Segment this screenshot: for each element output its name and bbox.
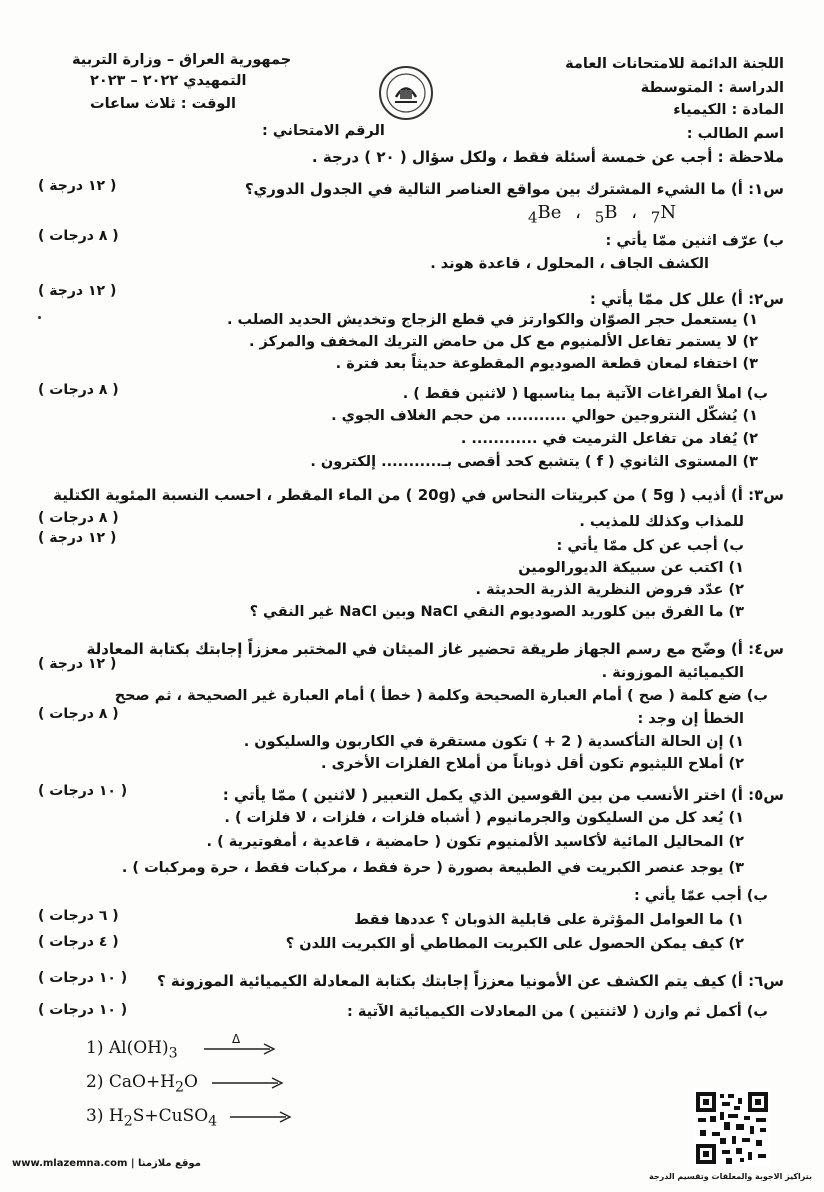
exam-time: الوقت : ثلاث ساعات	[90, 96, 236, 112]
q2-a-mark: ( ١٢ درجة )	[38, 283, 117, 299]
q1-b-items: الكشف الجاف ، المحلول ، قاعدة هوند .	[430, 256, 709, 272]
q4-b-1: ب) ضع كلمة ( صح ) أمام العبارة الصحيحة وكلمة ( خطأ ) أمام العبارة غير الصحيحة ، ثم صحح	[114, 688, 768, 704]
q4-a-mark: ( ١٢ درجة )	[38, 656, 117, 672]
q3-b-1: ١) اكتب عن سبيكة الديورالومين	[518, 560, 744, 576]
q5-a: س٥: أ) اختر الأنسب من بين القوسين الذي يكمل التعبير ( لاثنين ) ممّا يأتي :	[222, 786, 784, 804]
arrow-right-icon	[212, 1077, 284, 1089]
q3-a-mark: ( ٨ درجات )	[38, 510, 119, 526]
q4-b-i1: ١) إن الحالة التأكسدية ( 2 + ) تكون مستقرة في الكاربون والسليكون .	[243, 734, 744, 750]
q2-a-1: ١) يستعمل حجر الصوّان والكوارتز في قطع الزجاج وتخديش الحديد الصلب .	[226, 312, 758, 328]
equation-2: 2) $CaO+H_2O$	[86, 1072, 198, 1096]
study-level: الدراسة : المتوسطة	[640, 80, 784, 96]
q3-a-2: للمذاب وكذلك للمذيب .	[579, 514, 744, 530]
q5-b-1-mark: ( ٦ درجات )	[38, 908, 119, 924]
footer-note: بتراكيز الاجوبة والمعلقات وتقسيم الدرجة	[648, 1172, 812, 1181]
q4-a-1: س٤: أ) وضّح مع رسم الجهاز طريقة تحضير غاز الميثان في المختبر معززاً إجابتك بكتابة المعادلة	[86, 640, 784, 658]
q2-a: س٢: أ) علل كل ممّا يأتي :	[589, 290, 784, 308]
q3-b-2: ٢) عدّد فروض النظرية الذرية الحديثة .	[475, 582, 744, 598]
exam-note: ملاحظة : أجب عن خمسة أسئلة فقط ، ولكل سؤال ( ٢٠ ) درجة .	[311, 148, 784, 166]
element-n: $_7$N	[650, 202, 677, 227]
footer-site: www.mlazemna.com | موقع ملازمنا	[12, 1158, 201, 1169]
q4-b-mark: ( ٨ درجات )	[38, 706, 119, 722]
q2-b-1: ١) يُشكّل النتروجين حوالي ........... من حجم الغلاف الجوي .	[331, 408, 758, 424]
equation-3: 3) $H_2S+CuSO_4$	[86, 1106, 218, 1130]
committee-name: اللجنة الدائمة للامتحانات العامة	[565, 56, 784, 72]
qr-code-icon	[694, 1090, 770, 1166]
q2-a-2: ٢) لا يستمر تفاعل الألمنيوم مع كل من حامض التريك المخفف والمركز .	[248, 334, 758, 350]
q5-a-1: ١) يُعد كل من السليكون والجرمانيوم ( أشباه فلزات ، فلزات ، لا فلزات ) .	[224, 810, 744, 826]
q1-a-mark: ( ١٢ درجة )	[38, 178, 117, 194]
arrow-right-icon	[230, 1111, 292, 1123]
q5-b-2: ٢) كيف يمكن الحصول على الكبريت المطاطي أو الكبريت اللدن ؟	[285, 936, 744, 952]
element-b: $_5$B	[594, 202, 618, 227]
ministry-seal-icon	[377, 64, 435, 122]
q5-a-mark: ( ١٠ درجات )	[38, 783, 128, 799]
arrow-right-icon	[204, 1043, 276, 1055]
q6-b-mark: ( ١٠ درجات )	[38, 1002, 128, 1018]
q1-elements: $_4$Be ، $_5$B ، $_7$N	[528, 202, 677, 227]
q4-a-2: الكيميائية الموزونة .	[601, 665, 744, 681]
q1-b-mark: ( ٨ درجات )	[38, 228, 119, 244]
element-be: $_4$Be	[528, 202, 562, 227]
q2-b-2: ٢) يُفاد من تفاعل الثرميت في ............ .	[460, 431, 758, 447]
q5-a-2: ٢) المحاليل المائية لأكاسيد الألمنيوم تكون ( حامضية ، قاعدية ، أمفوتيرية ) .	[206, 834, 744, 850]
student-name-label: اسم الطالب :	[686, 126, 784, 142]
ministry-name: جمهورية العراق – وزارة التربية	[72, 52, 292, 68]
q4-b-i2: ٢) أملاح الليثيوم تكون أقل ذوباناً من أملاح الفلزات الأخرى .	[321, 756, 744, 772]
q6-a: س٦: أ) كيف يتم الكشف عن الأمونيا معززاً إجابتك بكتابة المعادلة الكيميائية الموزونة ؟	[156, 972, 784, 990]
q5-a-3: ٣) يوجد عنصر الكبريت في الطبيعة بصورة ( حرة فقط ، مركبات فقط ، حرة ومركبات ) .	[121, 860, 744, 876]
q4-b-2: الخطأ إن وجد :	[637, 711, 744, 727]
q2-b: ب) املأ الفراغات الآتية بما يناسبها ( لاثنين فقط ) .	[402, 386, 768, 402]
q3-b-3: ٣) ما الفرق بين كلوريد الصوديوم النقي NaCl وبين NaCl غير النقي ؟	[249, 604, 744, 620]
exam-session: التمهيدي ٢٠٢٢ – ٢٠٢٣	[90, 73, 247, 89]
q5-b: ب) أجب عمّا يأتي :	[633, 888, 768, 904]
q1-b: ب) عرّف اثنين ممّا يأتي :	[605, 233, 784, 249]
q1-a: س١: أ) ما الشيء المشترك بين مواقع العناصر التالية في الجدول الدوري؟	[244, 180, 784, 198]
q3-a-1: س٣: أ) أذيب ( 5g ) من كبريتات النحاس في (20g ) من الماء المقطر ، احسب النسبة المئوية الكتلية	[53, 486, 784, 504]
heat-symbol: Δ	[232, 1032, 241, 1046]
exam-number-label: الرقم الامتحاني :	[262, 123, 385, 139]
q3-b-mark: ( ١٢ درجة )	[38, 530, 117, 546]
q5-b-1: ١) ما العوامل المؤثرة على قابلية الذوبان ؟ عددها فقط	[354, 912, 744, 928]
q6-a-mark: ( ١٠ درجات )	[38, 970, 128, 986]
q2-a-3: ٣) اختفاء لمعان قطعة الصوديوم المقطوعة حديثاً بعد فترة .	[335, 356, 758, 372]
q6-b: ب) أكمل ثم وازن ( لاثنتين ) من المعادلات الكيميائية الآتية :	[347, 1004, 768, 1020]
equation-1: 1) $Al(OH)_3$	[86, 1038, 178, 1062]
q3-b: ب) أجب عن كل ممّا يأتي :	[556, 538, 744, 554]
q5-b-2-mark: ( ٤ درجات )	[38, 934, 119, 950]
q2-b-3: ٣) المستوى الثانوي ( f ) يتشبع كحد أقصى بـ........... إلكترون .	[310, 454, 758, 470]
q2-b-mark: ( ٨ درجات )	[38, 382, 119, 398]
subject: المادة : الكيمياء	[673, 102, 784, 118]
stray-dot	[38, 316, 41, 319]
